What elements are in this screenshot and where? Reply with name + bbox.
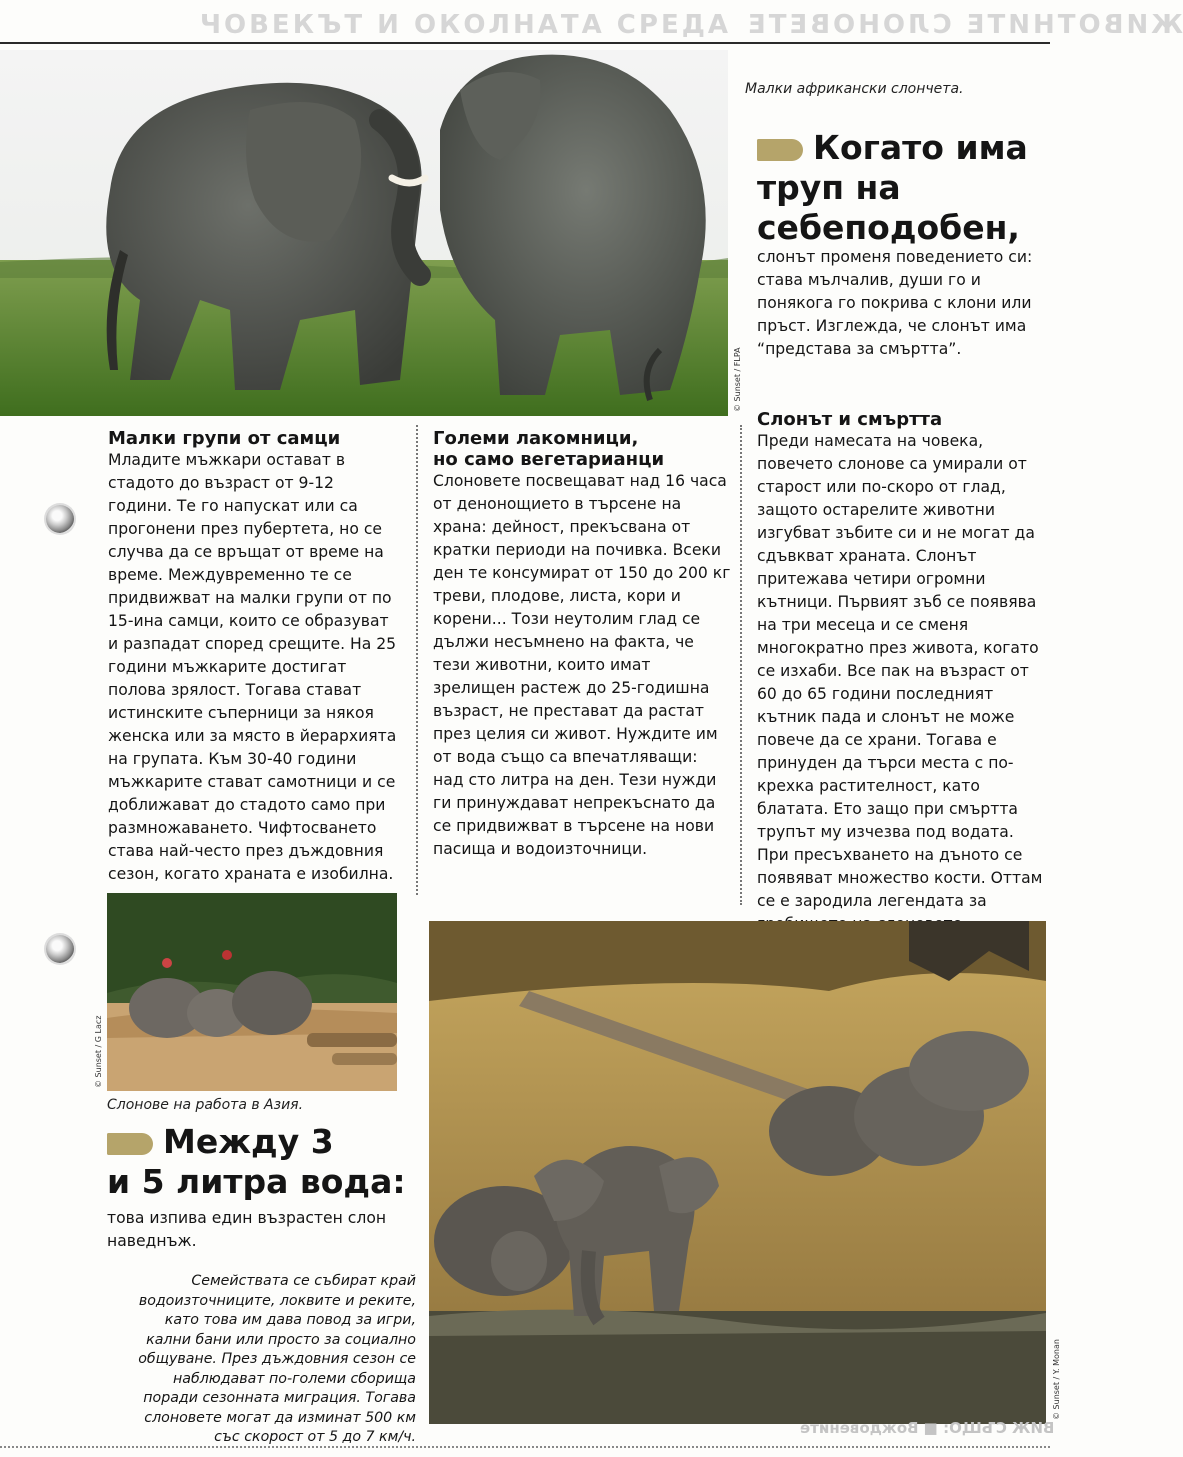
- gluttons-body: Слоновете посвещават над 16 часа от денонощието в търсене на храна: дейност, прекъсвана от кратки периоди на почивка. Всеки ден те консумират от 150 до 200 кг треви, плодове, листа, кори и корени... Този неутолим глад се дължи несъмнено на факта, че тези животни, които имат зрелищен растеж до 25-годишна възраст, не престават да растат през целия си живот. Нуждите им от вода също са впечатляващи: над сто литра на ден. Тези нужди ги принуждават непрекъснато да се придвижват в търсене на нови пасища и водоизточници.: [433, 472, 731, 858]
- gluttons-section: [433, 428, 731, 861]
- header-rule: [0, 42, 1050, 44]
- binder-hole-icon: [46, 505, 74, 533]
- header-left-title: ЧОВЕКЪТ И ОКОЛНАТА СРЕДА: [200, 10, 731, 40]
- death-body: Преди намесата на човека, повечето слонове са умирали от старост или по-скоро от глад, защото остарелите животни изгубват зъбите си и не могат да сдъвкват храната. Слонът притежава четири огромни кътници. Първият зъб се появява на три месеца и се сменя многократно през живота, когато се изхаби. Все пак на възраст от 60 до 65 години последният кътник пада и слонът не може повече да се храни. Тогава е принуден да търси места с по-крехка растителност, като блатата. Ето защо при смъртта трупът му изчезва под водата. При пресъхването на дъното се появяват множество кости. Оттам се е зародила легендата за: [757, 432, 1043, 910]
- small-groups-title: Малки групи от самци: [108, 428, 341, 449]
- section-bullet-icon: [757, 139, 803, 161]
- river-photo-credit: © Sunset / Y. Monan: [1052, 1339, 1061, 1420]
- river-elephants-photo: [429, 921, 1046, 1424]
- bottom-rule: [0, 1446, 1050, 1448]
- death-title: Слонът и смъртта: [757, 409, 943, 430]
- gluttons-title-line1: Големи лакомници,: [433, 428, 639, 449]
- work-photo-credit: © Sunset / G Lacz: [94, 1015, 103, 1088]
- binder-hole-icon: [46, 935, 74, 963]
- section-bullet-icon: [107, 1133, 153, 1155]
- corpse-heading-text: Когато има труп на себеподобен,: [757, 128, 1028, 247]
- see-also-footer: ВИЖ СЪЩО: ■ Вождовените: [800, 1419, 1055, 1437]
- corpse-heading: [757, 128, 1037, 248]
- working-elephants-photo: [107, 893, 397, 1091]
- header-right-title: ЖИВОТНИТЕ СЛОНОВЕТЕ: [745, 10, 1183, 40]
- top-photo-credit: © Sunset / FLPA: [733, 347, 742, 412]
- column-divider: [740, 425, 742, 905]
- work-photo-caption: Слонове на работа в Азия.: [107, 1097, 304, 1113]
- small-groups-body: Младите мъжкари остават в стадото до възраст от 9-12 години. Те го напускат или са прогонени през пубертета, но се случва да се връщат от време на време. Междувременно те се придвижват на малки групи от по 15-ина самци, които се образуват и разпадат според срещите. На 25 години мъжкарите достигат полова зрялост. Тогава стават истинските съперници за някоя женска или за място в йерархията на групата. Към 30-40 години мъжкарите стават самотници и се доближават до стадото само при размножаването. Чифтосването става най-често през дъждовния сезон, когато храната е изобилна.: [108, 451, 397, 883]
- death-section: [757, 409, 1047, 936]
- water-body: това изпива един възрастен слон наведнъж.: [107, 1209, 387, 1250]
- corpse-body: слонът променя поведението си: става мълчалив, души го и понякога го покрива с клони или пръст. Изглежда, че слонът има “представа за смъртта”.: [757, 248, 1033, 358]
- water-heading-line1: Между 3: [163, 1122, 334, 1161]
- family-caption: Семействата се събират край водоизточниците, локвите и реките, като това им дава повод за игри, кални бани или просто за социално общуване. През дъждовния сезон се наблюдават по-големи сборища поради сезонната миграция. Тогава слоновете могат да изминат 500 км със скорост от 5 до 7 км/ч.: [138, 1273, 416, 1445]
- water-heading: [107, 1122, 427, 1202]
- top-elephants-photo: [0, 50, 728, 416]
- column-divider: [416, 425, 418, 895]
- small-groups-section: [108, 428, 398, 886]
- water-heading-line2: и 5 литра вода:: [107, 1162, 406, 1201]
- top-photo-caption: Малки африкански слончета.: [745, 81, 964, 97]
- gluttons-title-line2: но само вегетарианци: [433, 449, 665, 470]
